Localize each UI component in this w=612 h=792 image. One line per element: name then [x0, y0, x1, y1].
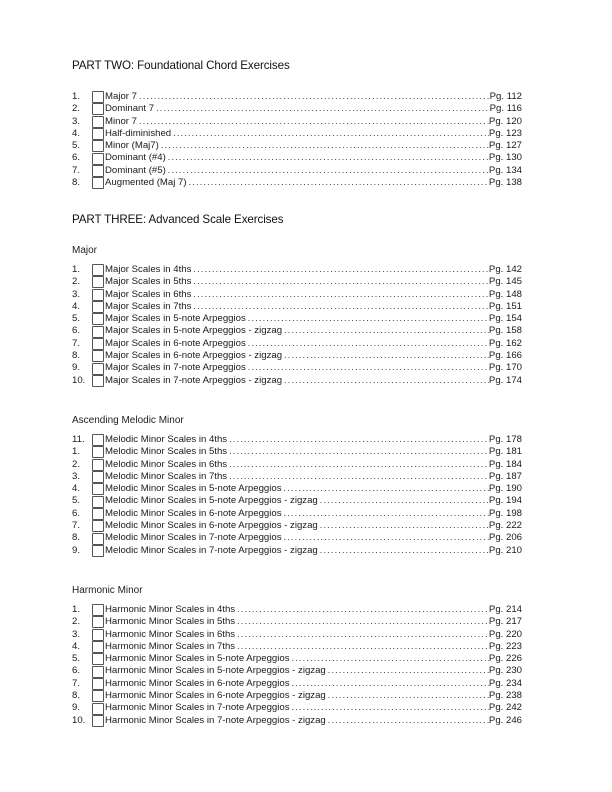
item-label: Melodic Minor Scales in 5-note Arpeggios - zigzag	[105, 495, 318, 507]
dot-leader	[139, 115, 489, 127]
page-ref: Pg. 151	[488, 300, 522, 312]
dot-leader	[320, 494, 489, 506]
item-number: 7.	[72, 520, 81, 532]
page-ref: Pg. 142	[488, 264, 522, 275]
item-label: Melodic Minor Scales in 5ths	[105, 446, 228, 458]
item-label: Dominant 7	[105, 103, 155, 115]
major-list	[72, 264, 522, 387]
dot-leader	[284, 531, 489, 543]
dot-leader	[193, 263, 489, 275]
item-number: 5.	[72, 653, 81, 665]
item-number: 11.	[72, 434, 85, 445]
page-ref: Pg. 116	[489, 103, 522, 115]
item-label: Half-diminished	[105, 127, 172, 139]
dot-leader	[193, 275, 489, 287]
item-label: Major Scales in 7-note Arpeggios	[105, 362, 246, 374]
item-number: 4.	[72, 300, 81, 312]
page-ref: Pg. 246	[488, 714, 522, 726]
checkbox[interactable]	[92, 375, 104, 387]
dot-leader	[229, 445, 489, 457]
item-number: 9.	[72, 362, 81, 374]
dot-leader	[328, 689, 489, 701]
checkbox[interactable]	[92, 177, 104, 189]
item-number: 1.	[72, 264, 81, 275]
page-ref: Pg. 194	[488, 495, 522, 507]
item-label: Harmonic Minor Scales in 5-note Arpeggios - zigzag	[105, 665, 326, 677]
page-ref: Pg. 238	[488, 690, 522, 702]
checkbox[interactable]	[92, 508, 104, 520]
dot-leader	[173, 127, 489, 139]
page-ref: Pg. 162	[488, 337, 522, 349]
page-ref: Pg. 220	[488, 628, 522, 640]
item-label: Harmonic Minor Scales in 6ths	[105, 628, 236, 640]
dot-leader	[168, 164, 489, 176]
item-label: Harmonic Minor Scales in 6-note Arpeggios	[105, 677, 290, 689]
item-label: Major Scales in 5ths	[105, 276, 192, 288]
item-number: 3.	[72, 288, 81, 300]
dot-leader	[320, 544, 489, 556]
checkbox[interactable]	[92, 313, 104, 325]
page-ref: Pg. 230	[488, 665, 522, 677]
item-label: Melodic Minor Scales in 7ths	[105, 470, 228, 482]
checkbox[interactable]	[92, 276, 104, 288]
checkbox[interactable]	[92, 496, 104, 508]
checkbox[interactable]	[92, 459, 104, 471]
item-label: Minor (Maj7)	[105, 140, 159, 152]
item-label: Augmented (Maj 7)	[105, 177, 187, 189]
section-heading-melodic-minor: Ascending Melodic Minor	[72, 415, 184, 426]
checkbox[interactable]	[92, 153, 104, 165]
item-number: 6.	[72, 665, 81, 677]
item-number: 1.	[72, 91, 81, 102]
item-label: Major Scales in 6-note Arpeggios	[105, 337, 246, 349]
item-number: 2.	[72, 458, 81, 470]
checkbox[interactable]	[92, 103, 104, 115]
item-label: Major Scales in 6ths	[105, 288, 192, 300]
item-label: Major Scales in 6-note Arpeggios - zigzag	[105, 350, 283, 362]
item-number: 6.	[72, 325, 81, 337]
item-label: Harmonic Minor Scales in 7ths	[105, 640, 236, 652]
dot-leader	[248, 361, 489, 373]
item-label: Dominant (#4)	[105, 152, 166, 164]
item-number: 4.	[72, 640, 81, 652]
checkbox[interactable]	[92, 165, 104, 177]
page-ref: Pg. 120	[488, 115, 522, 127]
checkbox[interactable]	[92, 616, 104, 628]
item-label: Melodic Minor Scales in 4ths	[105, 434, 228, 445]
checkbox[interactable]	[92, 91, 104, 103]
section-heading-harmonic-minor: Harmonic Minor	[72, 585, 143, 596]
part-three-title: PART THREE: Advanced Scale Exercises	[72, 213, 284, 226]
page-ref: Pg. 184	[488, 458, 522, 470]
page-ref: Pg. 130	[488, 152, 522, 164]
melodic-minor-list	[72, 434, 522, 557]
dot-leader	[328, 664, 489, 676]
dot-leader	[248, 337, 489, 349]
item-label: Major Scales in 7ths	[105, 300, 192, 312]
item-number: 3.	[72, 470, 81, 482]
section-heading-major: Major	[72, 245, 98, 256]
checkbox[interactable]	[92, 471, 104, 483]
checkbox[interactable]	[92, 520, 104, 532]
page-ref: Pg. 190	[488, 483, 522, 495]
item-number: 6.	[72, 152, 81, 164]
page-ref: Pg. 206	[488, 532, 522, 544]
page-ref: Pg. 198	[488, 507, 522, 519]
item-number: 8.	[72, 177, 81, 189]
page-ref: Pg. 242	[488, 702, 522, 714]
checkbox[interactable]	[92, 140, 104, 152]
page-ref: Pg. 154	[488, 313, 522, 325]
item-label: Harmonic Minor Scales in 5-note Arpeggios	[105, 653, 290, 665]
checkbox[interactable]	[92, 690, 104, 702]
dot-leader	[284, 507, 489, 519]
checkbox[interactable]	[92, 301, 104, 313]
item-label: Harmonic Minor Scales in 7-note Arpeggios	[105, 702, 290, 714]
page-ref: Pg. 123	[488, 127, 522, 139]
item-label: Harmonic Minor Scales in 4ths	[105, 604, 236, 615]
item-number: 7.	[72, 164, 81, 176]
item-label: Melodic Minor Scales in 6-note Arpeggios - zigzag	[105, 520, 318, 532]
item-number: 8.	[72, 350, 81, 362]
item-number: 4.	[72, 483, 81, 495]
dot-leader	[292, 652, 489, 664]
item-number: 5.	[72, 140, 81, 152]
checkbox[interactable]	[92, 326, 104, 338]
page-ref: Pg. 134	[488, 164, 522, 176]
item-number: 2.	[72, 616, 81, 628]
page-ref: Pg. 214	[488, 604, 522, 615]
checkbox[interactable]	[92, 715, 104, 727]
checkbox[interactable]	[92, 533, 104, 545]
item-label: Harmonic Minor Scales in 6-note Arpeggios - zigzag	[105, 690, 326, 702]
item-number: 5.	[72, 313, 81, 325]
checkbox[interactable]	[92, 678, 104, 690]
checkbox[interactable]	[92, 666, 104, 678]
item-label: Harmonic Minor Scales in 7-note Arpeggios - zigzag	[105, 714, 326, 726]
item-label: Dominant (#5)	[105, 164, 166, 176]
item-number: 4.	[72, 127, 81, 139]
item-number: 8.	[72, 532, 81, 544]
item-label: Major Scales in 5-note Arpeggios	[105, 313, 246, 325]
item-label: Melodic Minor Scales in 6ths	[105, 458, 228, 470]
page-ref: Pg. 234	[488, 677, 522, 689]
checkbox[interactable]	[92, 116, 104, 128]
part-two-title: PART TWO: Foundational Chord Exercises	[72, 59, 290, 72]
checkbox[interactable]	[92, 446, 104, 458]
dot-leader	[139, 90, 490, 102]
dot-leader	[248, 312, 489, 324]
page-ref: Pg. 210	[488, 544, 522, 556]
toc-row[interactable]	[72, 715, 522, 727]
item-label: Major 7	[105, 91, 137, 102]
item-number: 2.	[72, 103, 81, 115]
page-ref: Pg. 187	[488, 470, 522, 482]
checkbox[interactable]	[92, 350, 104, 362]
checkbox[interactable]	[92, 434, 104, 446]
dot-leader	[328, 714, 489, 726]
checkbox[interactable]	[92, 653, 104, 665]
page-ref: Pg. 170	[488, 362, 522, 374]
item-number: 10.	[72, 374, 86, 386]
dot-leader	[237, 628, 489, 640]
dot-leader	[237, 640, 489, 652]
item-number: 6.	[72, 507, 81, 519]
page-ref: Pg. 178	[488, 434, 522, 445]
checkbox[interactable]	[92, 604, 104, 616]
page-ref: Pg. 223	[488, 640, 522, 652]
item-label: Minor 7	[105, 115, 137, 127]
dot-leader	[320, 519, 489, 531]
checkbox[interactable]	[92, 483, 104, 495]
item-label: Harmonic Minor Scales in 5ths	[105, 616, 236, 628]
item-number: 9.	[72, 702, 81, 714]
item-number: 3.	[72, 628, 81, 640]
checkbox[interactable]	[92, 363, 104, 375]
dot-leader	[193, 300, 489, 312]
dot-leader	[168, 151, 489, 163]
page-ref: Pg. 112	[489, 91, 522, 102]
page-ref: Pg. 148	[488, 288, 522, 300]
item-label: Major Scales in 5-note Arpeggios - zigzag	[105, 325, 283, 337]
page-ref: Pg. 226	[488, 653, 522, 665]
checkbox[interactable]	[92, 641, 104, 653]
item-label: Major Scales in 4ths	[105, 264, 192, 275]
dot-leader	[193, 288, 489, 300]
checkbox[interactable]	[92, 338, 104, 350]
page-ref: Pg. 158	[488, 325, 522, 337]
item-number: 9.	[72, 544, 81, 556]
checkbox[interactable]	[92, 703, 104, 715]
toc-row[interactable]	[72, 375, 522, 387]
dot-leader	[292, 701, 489, 713]
harmonic-minor-list	[72, 604, 522, 727]
dot-leader	[284, 482, 489, 494]
page-ref: Pg. 217	[488, 616, 522, 628]
page-ref: Pg. 127	[488, 140, 522, 152]
page-ref: Pg. 138	[488, 177, 522, 189]
dot-leader	[229, 433, 489, 445]
page-ref: Pg. 174	[488, 374, 522, 386]
dot-leader	[237, 603, 489, 615]
page-ref: Pg. 145	[488, 276, 522, 288]
dot-leader	[284, 349, 489, 361]
item-label: Melodic Minor Scales in 7-note Arpeggios - zigzag	[105, 544, 318, 556]
item-label: Melodic Minor Scales in 7-note Arpeggios	[105, 532, 282, 544]
item-number: 3.	[72, 115, 81, 127]
dot-leader	[284, 374, 489, 386]
item-number: 8.	[72, 690, 81, 702]
item-number: 1.	[72, 604, 81, 615]
item-label: Major Scales in 7-note Arpeggios - zigzag	[105, 374, 283, 386]
dot-leader	[229, 458, 489, 470]
item-label: Melodic Minor Scales in 6-note Arpeggios	[105, 507, 282, 519]
dot-leader	[292, 677, 489, 689]
checkbox[interactable]	[92, 545, 104, 557]
item-number: 10.	[72, 714, 86, 726]
dot-leader	[189, 176, 489, 188]
item-number: 5.	[72, 495, 81, 507]
dot-leader	[237, 615, 489, 627]
item-number: 7.	[72, 677, 81, 689]
checkbox[interactable]	[92, 629, 104, 641]
toc-row[interactable]	[72, 545, 522, 557]
item-number: 7.	[72, 337, 81, 349]
page-ref: Pg. 181	[488, 446, 522, 458]
item-number: 1.	[72, 446, 81, 458]
dot-leader	[284, 324, 489, 336]
page-ref: Pg. 166	[488, 350, 522, 362]
item-number: 2.	[72, 276, 81, 288]
checkbox[interactable]	[92, 264, 104, 276]
checkbox[interactable]	[92, 128, 104, 140]
page-ref: Pg. 222	[488, 520, 522, 532]
checkbox[interactable]	[92, 289, 104, 301]
dot-leader	[229, 470, 489, 482]
dot-leader	[156, 102, 490, 114]
dot-leader	[161, 139, 489, 151]
part-two-list	[72, 91, 522, 189]
toc-row[interactable]	[72, 177, 522, 189]
item-label: Melodic Minor Scales in 5-note Arpeggios	[105, 483, 282, 495]
